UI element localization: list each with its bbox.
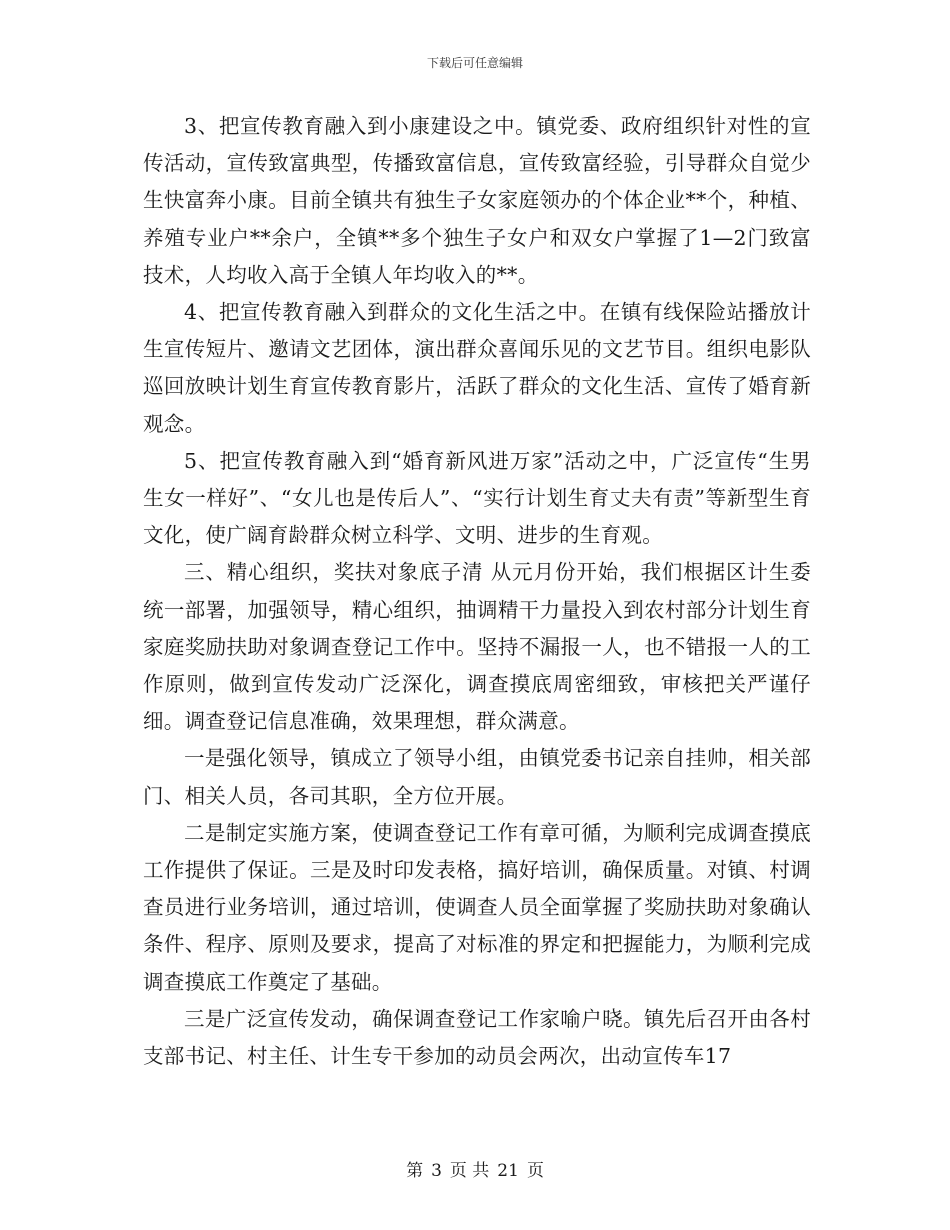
document-body (143, 108, 811, 1075)
footer-middle: 页 共 (449, 1161, 490, 1181)
paragraph-point-1: 一是强化领导，镇成立了领导小组，由镇党委书记亲自挂帅，相关部门、相关人员，各司其职，全方位开展。 (143, 746, 811, 808)
page-header-note: 下载后可任意编辑 (426, 56, 523, 70)
paragraph-point-3: 三是广泛宣传发动，确保调查登记工作家喻户晓。镇先后召开由各村支部书记、村主任、计生专干参加的动员会两次，出动宣传车17 (143, 1006, 811, 1069)
footer-prefix: 第 (406, 1161, 424, 1181)
paragraph-item-4: 4、把宣传教育融入到群众的文化生活之中。在镇有线保险站播放计生宣传短片、邀请文艺团体，演出群众喜闻乐见的文艺节目。组织电影队巡回放映计划生育宣传教育影片，活跃了群众的文化生活、宣传了婚育新观念。 (143, 300, 811, 436)
paragraph-item-3: 3、把宣传教育融入到小康建设之中。镇党委、政府组织针对性的宣传活动，宣传致富典型，传播致富信息，宣传致富经验，引导群众自觉少生快富奔小康。目前全镇共有独生子女家庭领办的个体企业**个，种植、养殖专业户**余户，全镇**多个独生子女户和双女户掌握了1—2门致富技术，人均收入高于全镇人年均收入的**。 (143, 114, 811, 287)
paragraph-point-2: 二是制定实施方案，使调查登记工作有章可循，为顺利完成调查摸底工作提供了保证。三是及时印发表格，搞好培训，确保质量。对镇、村调查员进行业务培训，通过培训，使调查人员全面掌握了奖励扶助对象确认条件、程序、原则及要求，提高了对标准的界定和把握能力，为顺利完成调查摸底工作奠定了基础。 (143, 820, 811, 994)
page-footer (0, 1156, 950, 1181)
footer-total-pages: 21 (497, 1161, 519, 1181)
footer-current-page: 3 (431, 1161, 442, 1181)
paragraph-item-5: 5、把宣传教育融入到“婚育新风进万家”活动之中，广泛宣传“生男生女一样好”、“女儿也是传后人”、“实行计划生育丈夫有责”等新型生育文化，使广阔育龄群众树立科学、文明、进步的生育观。 (143, 448, 811, 548)
footer-suffix: 页 (526, 1161, 544, 1181)
paragraph-section-3: 三、精心组织，奖扶对象底子清 从元月份开始，我们根据区计生委统一部署，加强领导，精心组织，抽调精干力量投入到农村部分计划生育家庭奖励扶助对象调查登记工作中。坚持不漏报一人，也不错报一人的工作原则，做到宣传发动广泛深化，调查摸底周密细致，审核把关严谨仔细。调查登记信息准确，效果理想，群众满意。 (143, 560, 811, 734)
